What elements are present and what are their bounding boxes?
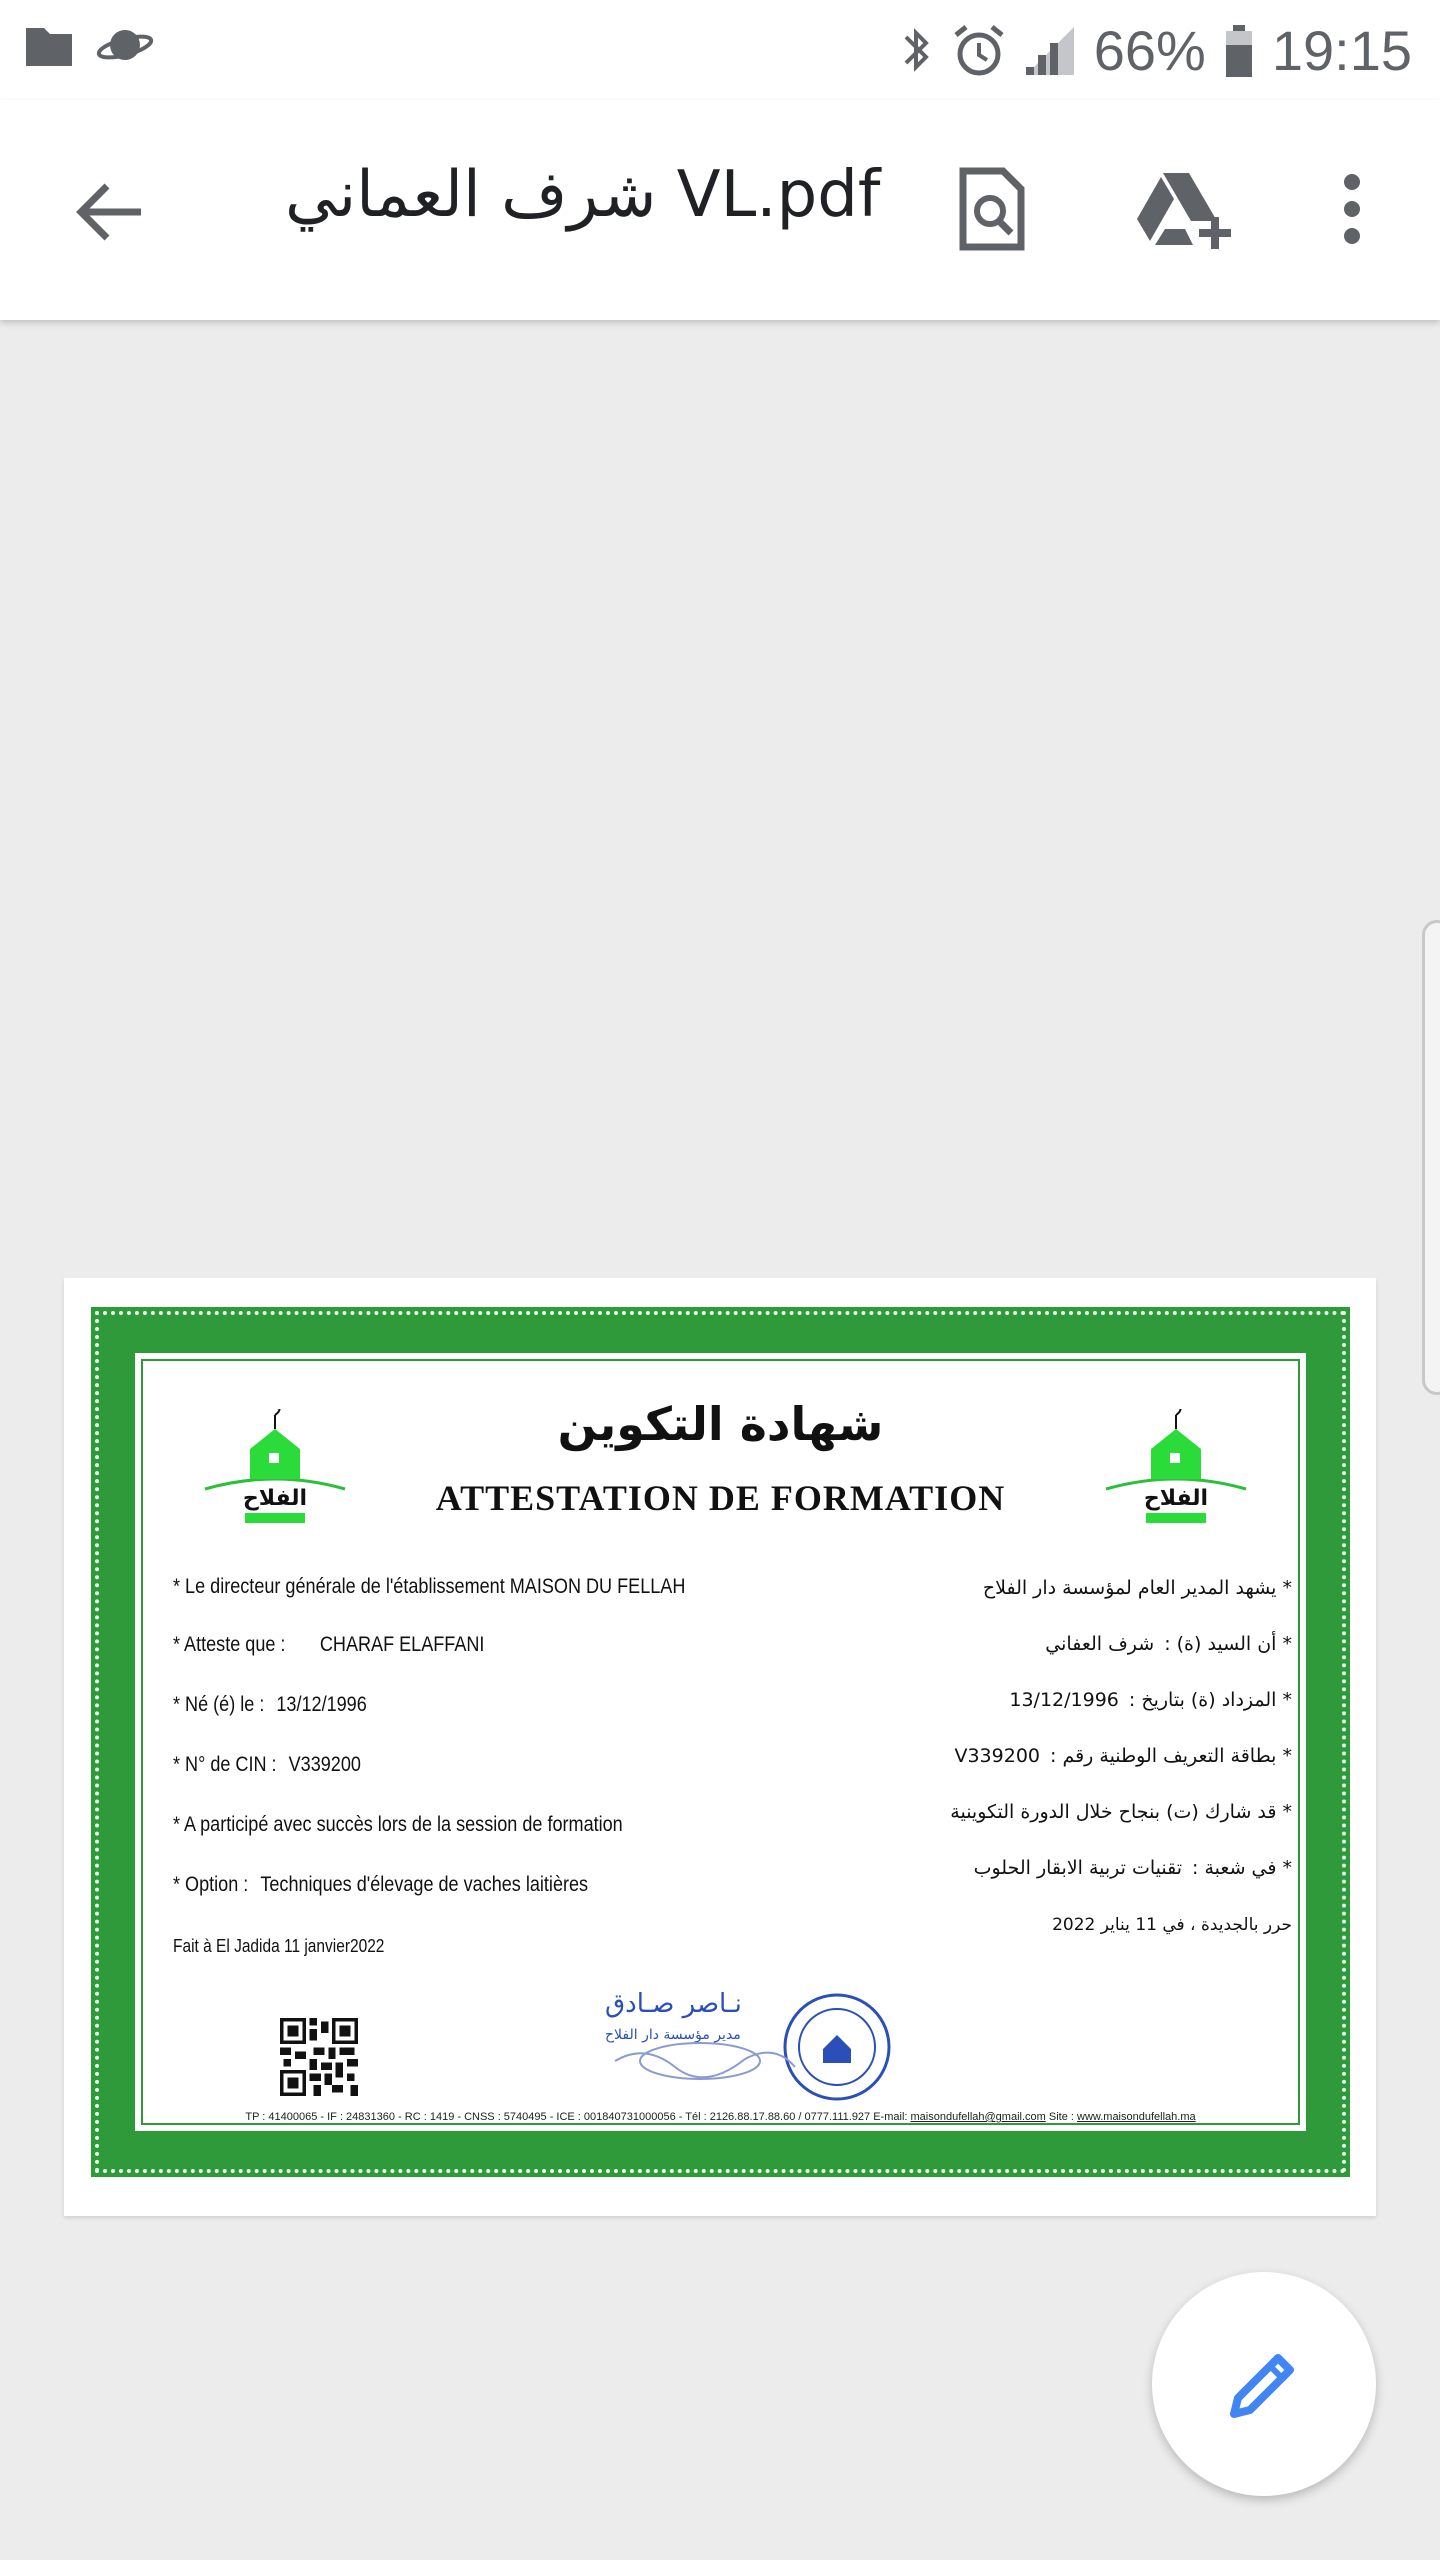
more-options-button[interactable] xyxy=(1297,154,1407,264)
ar-option-value: تقنيات تربية الابقار الحلوب xyxy=(973,1857,1183,1879)
pdf-page xyxy=(64,1278,1376,2216)
ar-place-date: حرر بالجديدة ، في 11 يناير 2022 xyxy=(1052,1915,1292,1935)
fr-place-date: Fait à El Jadida 11 janvier2022 xyxy=(173,1936,385,1956)
fr-birthdate-value: 13/12/1996 xyxy=(276,1693,367,1716)
fr-line-director: * Le directeur générale de l'établissement MAISON DU FELLAH xyxy=(173,1575,686,1598)
ar-line-director: * يشهد المدير العام لمؤسسة دار الفلاح xyxy=(982,1577,1292,1599)
battery-percent: 66% xyxy=(1093,19,1206,82)
fr-line-attests: * Atteste que : CHARAF ELAFFANI xyxy=(173,1633,485,1656)
certificate-body xyxy=(131,1349,1310,2135)
status-bar xyxy=(0,0,1440,100)
certificate-title-arabic: شهادة التكوين xyxy=(557,1397,884,1451)
logo-text: الفلاح xyxy=(242,1486,308,1511)
footer-email: maisondufellah@gmail.com xyxy=(910,2111,1046,2123)
pdf-viewer[interactable] xyxy=(0,320,1440,2560)
alarm-icon xyxy=(952,23,1006,79)
certificate-border xyxy=(91,1307,1350,2177)
status-left-icons xyxy=(24,22,154,68)
back-arrow-icon xyxy=(75,181,145,243)
ar-line-cin: * بطاقة التعريف الوطنية رقم :V339200 xyxy=(954,1745,1292,1767)
find-in-document-button[interactable] xyxy=(937,154,1047,264)
status-right-icons xyxy=(898,18,1412,83)
qr-code xyxy=(280,2018,358,2096)
add-to-drive-icon xyxy=(1135,167,1231,251)
fr-cin-value: V339200 xyxy=(288,1753,361,1776)
signal-icon xyxy=(1024,25,1076,77)
ar-line-birthdate: * المزداد (ة) بتاريخ :13/12/1996 xyxy=(1009,1689,1292,1711)
clock-time: 19:15 xyxy=(1271,19,1412,82)
planet-icon xyxy=(96,22,154,68)
ar-birthdate-value: 13/12/1996 xyxy=(1009,1689,1119,1711)
find-in-document-icon xyxy=(957,167,1027,251)
fr-line-participation: * A participé avec succès lors de la session de formation xyxy=(173,1813,623,1836)
fr-line-cin: * N° de CIN : V339200 xyxy=(173,1753,361,1776)
battery-icon xyxy=(1224,23,1254,79)
certificate-title-french: ATTESTATION DE FORMATION xyxy=(435,1478,1006,1518)
document-title: شرف العماني VL.pdf xyxy=(285,158,881,232)
bluetooth-icon xyxy=(898,23,934,79)
ar-line-recipient: * أن السيد (ة) :شرف العفاني xyxy=(1045,1633,1292,1655)
stamp-director-name: نـاصر صـادق xyxy=(605,1989,742,2019)
ar-recipient-name: شرف العفاني xyxy=(1045,1633,1155,1655)
ar-cin-value: V339200 xyxy=(954,1745,1040,1767)
fr-option-value: Techniques d'élevage de vaches laitières xyxy=(260,1873,589,1896)
footer-site: www.maisondufellah.ma xyxy=(1077,2111,1196,2123)
logo-text: الفلاح xyxy=(1143,1486,1209,1511)
fr-line-option: * Option : Techniques d'élevage de vaches laitières xyxy=(173,1873,589,1896)
ar-line-option: * في شعبة :تقنيات تربية الابقار الحلوب xyxy=(973,1857,1292,1879)
director-stamp-signature xyxy=(605,1983,905,2103)
edit-fab-button[interactable] xyxy=(1152,2272,1376,2496)
fast-scroll-handle[interactable] xyxy=(1422,920,1440,1395)
back-button[interactable] xyxy=(60,162,160,262)
app-bar xyxy=(0,100,1440,320)
more-vert-icon xyxy=(1340,174,1364,244)
signature-seal-graphic xyxy=(605,1983,905,2103)
certificate-footer: TP : 41400065 - IF : 24831360 - RC : 1419 - CNSS : 5740495 - ICE : 001840731000056 - Tél : 2126.88.17.88.60 / 0777.111.927 E-mail: maisondufellah@gmail.com Site : www.maisondufellah.ma xyxy=(245,2111,1196,2123)
add-to-drive-button[interactable] xyxy=(1128,154,1238,264)
ar-line-participation: * قد شارك (ت) بنجاح خلال الدورة التكوينية xyxy=(950,1801,1292,1823)
fr-recipient-name: CHARAF ELAFFANI xyxy=(319,1633,485,1656)
edit-pencil-icon xyxy=(1224,2344,1304,2424)
fr-line-birthdate: * Né (é) le : 13/12/1996 xyxy=(173,1693,367,1716)
folder-icon xyxy=(24,22,74,68)
stamp-director-title: مدير مؤسسة دار الفلاح xyxy=(605,2027,741,2043)
